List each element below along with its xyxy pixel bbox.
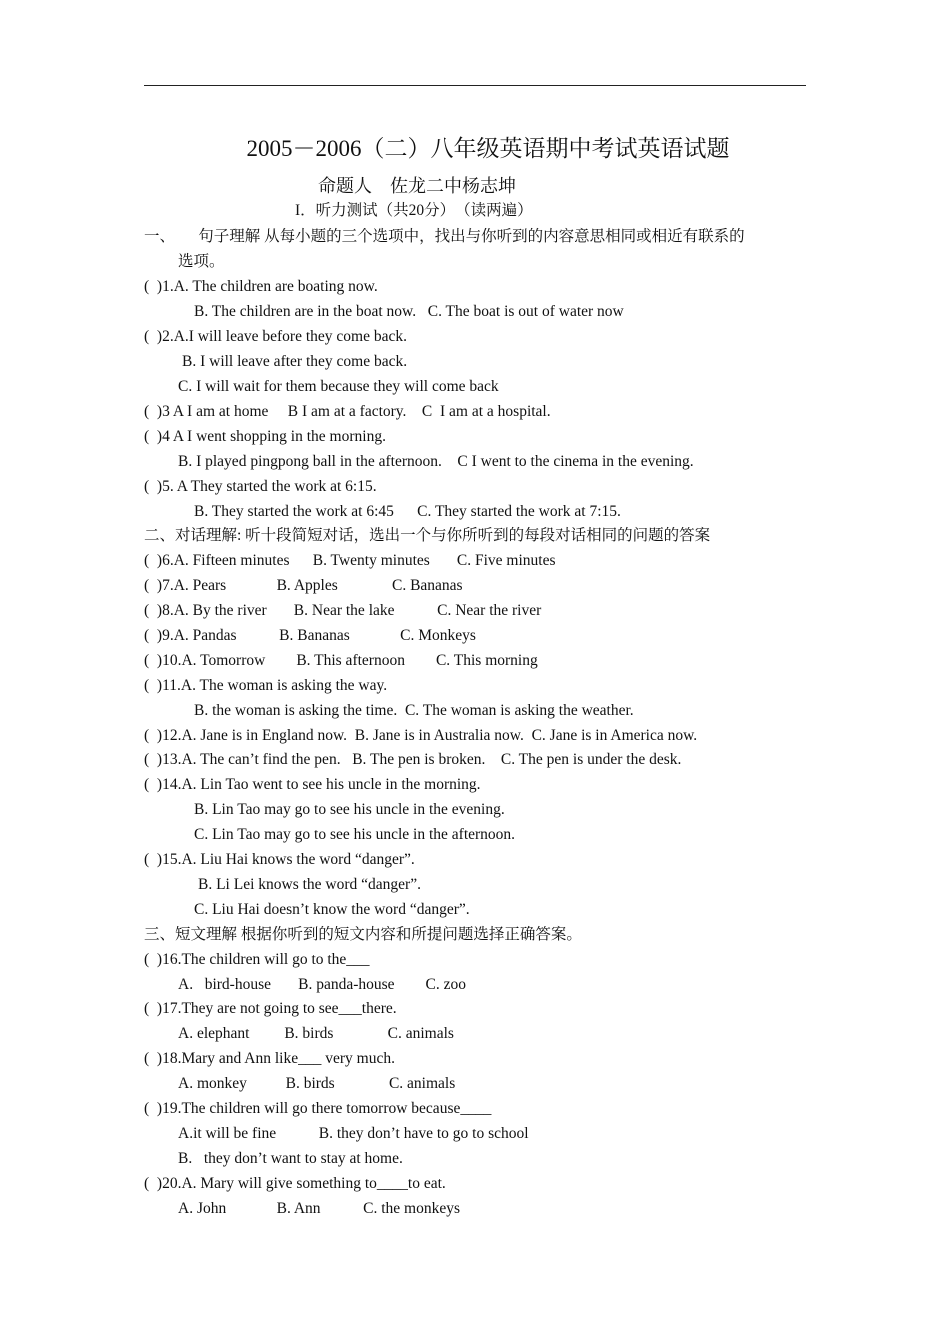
question-line: ( )16.The children will go to the___ <box>144 951 370 968</box>
option-line: A. monkey B. birds C. animals <box>178 1075 456 1092</box>
question-line: ( )20.A. Mary will give something to____to eat. <box>144 1175 446 1192</box>
option-line: C. I will wait for them because they will come back <box>178 378 499 395</box>
question-line: ( )17.They are not going to see___there. <box>144 1000 397 1017</box>
section-heading: 一、 句子理解 从每小题的三个选项中，找出与你听到的内容意思相同或相近有联系的 <box>144 228 745 245</box>
option-line: B. they don’t want to stay at home. <box>178 1150 403 1167</box>
question-line: ( )8.A. By the river B. Near the lake C. Near the river <box>144 602 542 619</box>
question-line: ( )13.A. The can’t find the pen. B. The pen is broken. C. The pen is under the desk. <box>144 751 682 768</box>
question-line: ( )3 A I am at home B I am at a factory. C I am at a hospital. <box>144 403 551 420</box>
question-line: ( )12.A. Jane is in England now. B. Jane is in Australia now. C. Jane is in America now. <box>144 727 698 744</box>
option-line: C. Lin Tao may go to see his uncle in the afternoon. <box>194 826 516 843</box>
question-line: ( )14.A. Lin Tao went to see his uncle in the morning. <box>144 776 481 793</box>
question-line: ( )19.The children will go there tomorrow because____ <box>144 1100 492 1117</box>
question-line: ( )9.A. Pandas B. Bananas C. Monkeys <box>144 627 476 644</box>
question-line: ( )11.A. The woman is asking the way. <box>144 677 388 694</box>
option-line: B. I played pingpong ball in the afternoon. C I went to the cinema in the evening. <box>178 453 694 470</box>
option-line: B. The children are in the boat now. C. The boat is out of water now <box>194 303 624 320</box>
section-heading: 二、对话理解: 听十段简短对话，选出一个与你所听到的每段对话相同的问题的答案 <box>144 527 711 544</box>
section-heading: 三、短文理解 根据你听到的短文内容和所提问题选择正确答案。 <box>144 926 582 943</box>
question-line: ( )7.A. Pears B. Apples C. Bananas <box>144 577 463 594</box>
header-rule <box>144 85 806 86</box>
question-line: ( )4 A I went shopping in the morning. <box>144 428 386 445</box>
question-line: ( )2.A.I will leave before they come back. <box>144 328 407 345</box>
author-line: 命题人 佐龙二中杨志坤 <box>318 176 516 196</box>
option-line: A. bird-house B. panda-house C. zoo <box>178 976 466 993</box>
option-line: B. Lin Tao may go to see his uncle in the evening. <box>194 801 505 818</box>
question-line: ( )10.A. Tomorrow B. This afternoon C. This morning <box>144 652 538 669</box>
option-line: C. Liu Hai doesn’t know the word “danger”. <box>194 901 470 918</box>
option-line: A. John B. Ann C. the monkeys <box>178 1200 461 1217</box>
option-line: B. Li Lei knows the word “danger”. <box>198 876 421 893</box>
question-line: ( )1.A. The children are boating now. <box>144 278 378 295</box>
question-line: ( )18.Mary and Ann like___ very much. <box>144 1050 395 1067</box>
option-line: A.it will be fine B. they don’t have to go to school <box>178 1125 529 1142</box>
part-heading: I．听力测试（共20分） （读两遍） <box>295 202 533 219</box>
question-line: ( )15.A. Liu Hai knows the word “danger”. <box>144 851 415 868</box>
option-line: B. I will leave after they come back. <box>182 353 408 370</box>
question-line: ( )5. A They started the work at 6:15. <box>144 478 377 495</box>
page-title: 2005－2006（二）八年级英语期中考试英语试题 <box>246 136 730 161</box>
option-line: A. elephant B. birds C. animals <box>178 1025 454 1042</box>
section-heading-cont: 选项。 <box>178 253 225 270</box>
option-line: B. the woman is asking the time. C. The woman is asking the weather. <box>194 702 634 719</box>
question-line: ( )6.A. Fifteen minutes B. Twenty minutes C. Five minutes <box>144 552 556 569</box>
option-line: B. They started the work at 6:45 C. They started the work at 7:15. <box>194 503 621 520</box>
